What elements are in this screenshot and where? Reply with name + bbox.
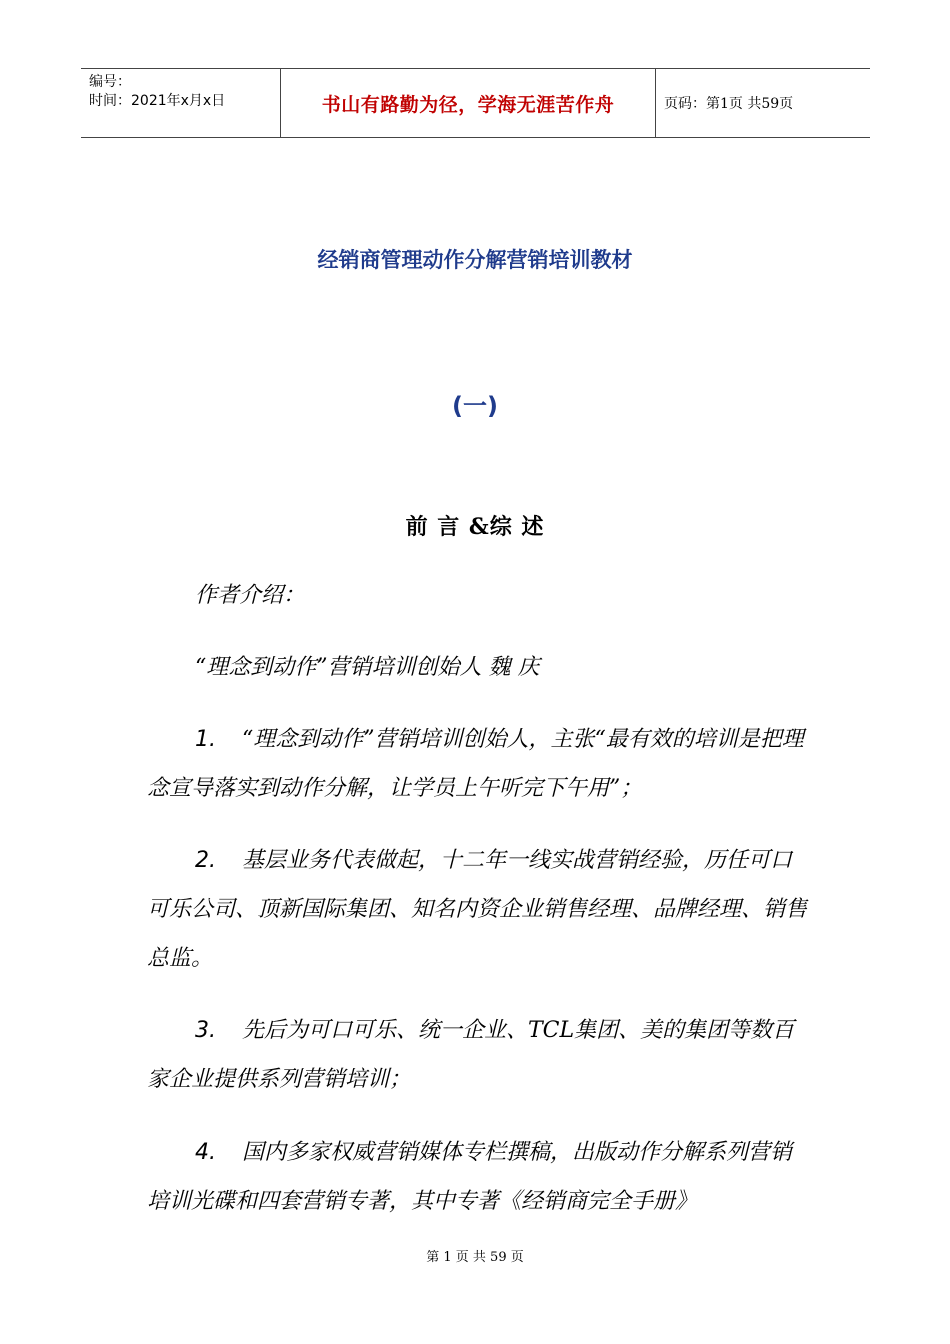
- item-number: 3.: [195, 1018, 216, 1043]
- header-motto-cell: [281, 69, 656, 137]
- intro-label: 作者介绍：: [195, 583, 306, 608]
- list-item: [147, 715, 807, 813]
- item-number: 1.: [195, 727, 216, 752]
- item-number: 4.: [195, 1140, 216, 1165]
- item-text: 国内多家权威营销媒体专栏撰稿，出版动作分解系列营销培训光碟和四套营销专著，其中专著《经销商完全手册》: [147, 1140, 793, 1214]
- page-info: 页码：第1页 共59页: [664, 96, 794, 112]
- item-number: 2.: [195, 848, 216, 873]
- time-label: 时间：2021年x月x日: [89, 93, 226, 109]
- document-title: 经销商管理动作分解营销培训教材: [317, 247, 633, 272]
- list-item: [147, 1128, 807, 1226]
- part-mark: (一): [452, 392, 498, 420]
- list-item: [147, 1006, 807, 1104]
- motto: 书山有路勤为径，学海无涯苦作舟: [321, 93, 615, 116]
- item-text: 先后为可口可乐、统一企业、TCL集团、美的集团等数百家企业提供系列营销培训；: [147, 1018, 795, 1092]
- item-text: “理念到动作”营销培训创始人，主张“最有效的培训是把理念宣导落实到动作分解，让学员上午听完下午用”；: [147, 727, 804, 801]
- list-item: [147, 836, 807, 983]
- page-footer: 第 1 页 共 59 页: [426, 1250, 524, 1265]
- item-text: 基层业务代表做起，十二年一线实战营销经验，历任可口可乐公司、顶新国际集团、知名内资企业销售经理、品牌经理、销售总监。: [147, 848, 808, 971]
- author-line: “理念到动作”营销培训创始人 魏 庆: [195, 655, 540, 680]
- header-table: [81, 68, 870, 138]
- number-label: 编号：: [89, 74, 131, 90]
- section-title: 前 言 &综 述: [405, 514, 545, 540]
- header-page-cell: [656, 69, 870, 137]
- header-left-cell: [81, 69, 281, 137]
